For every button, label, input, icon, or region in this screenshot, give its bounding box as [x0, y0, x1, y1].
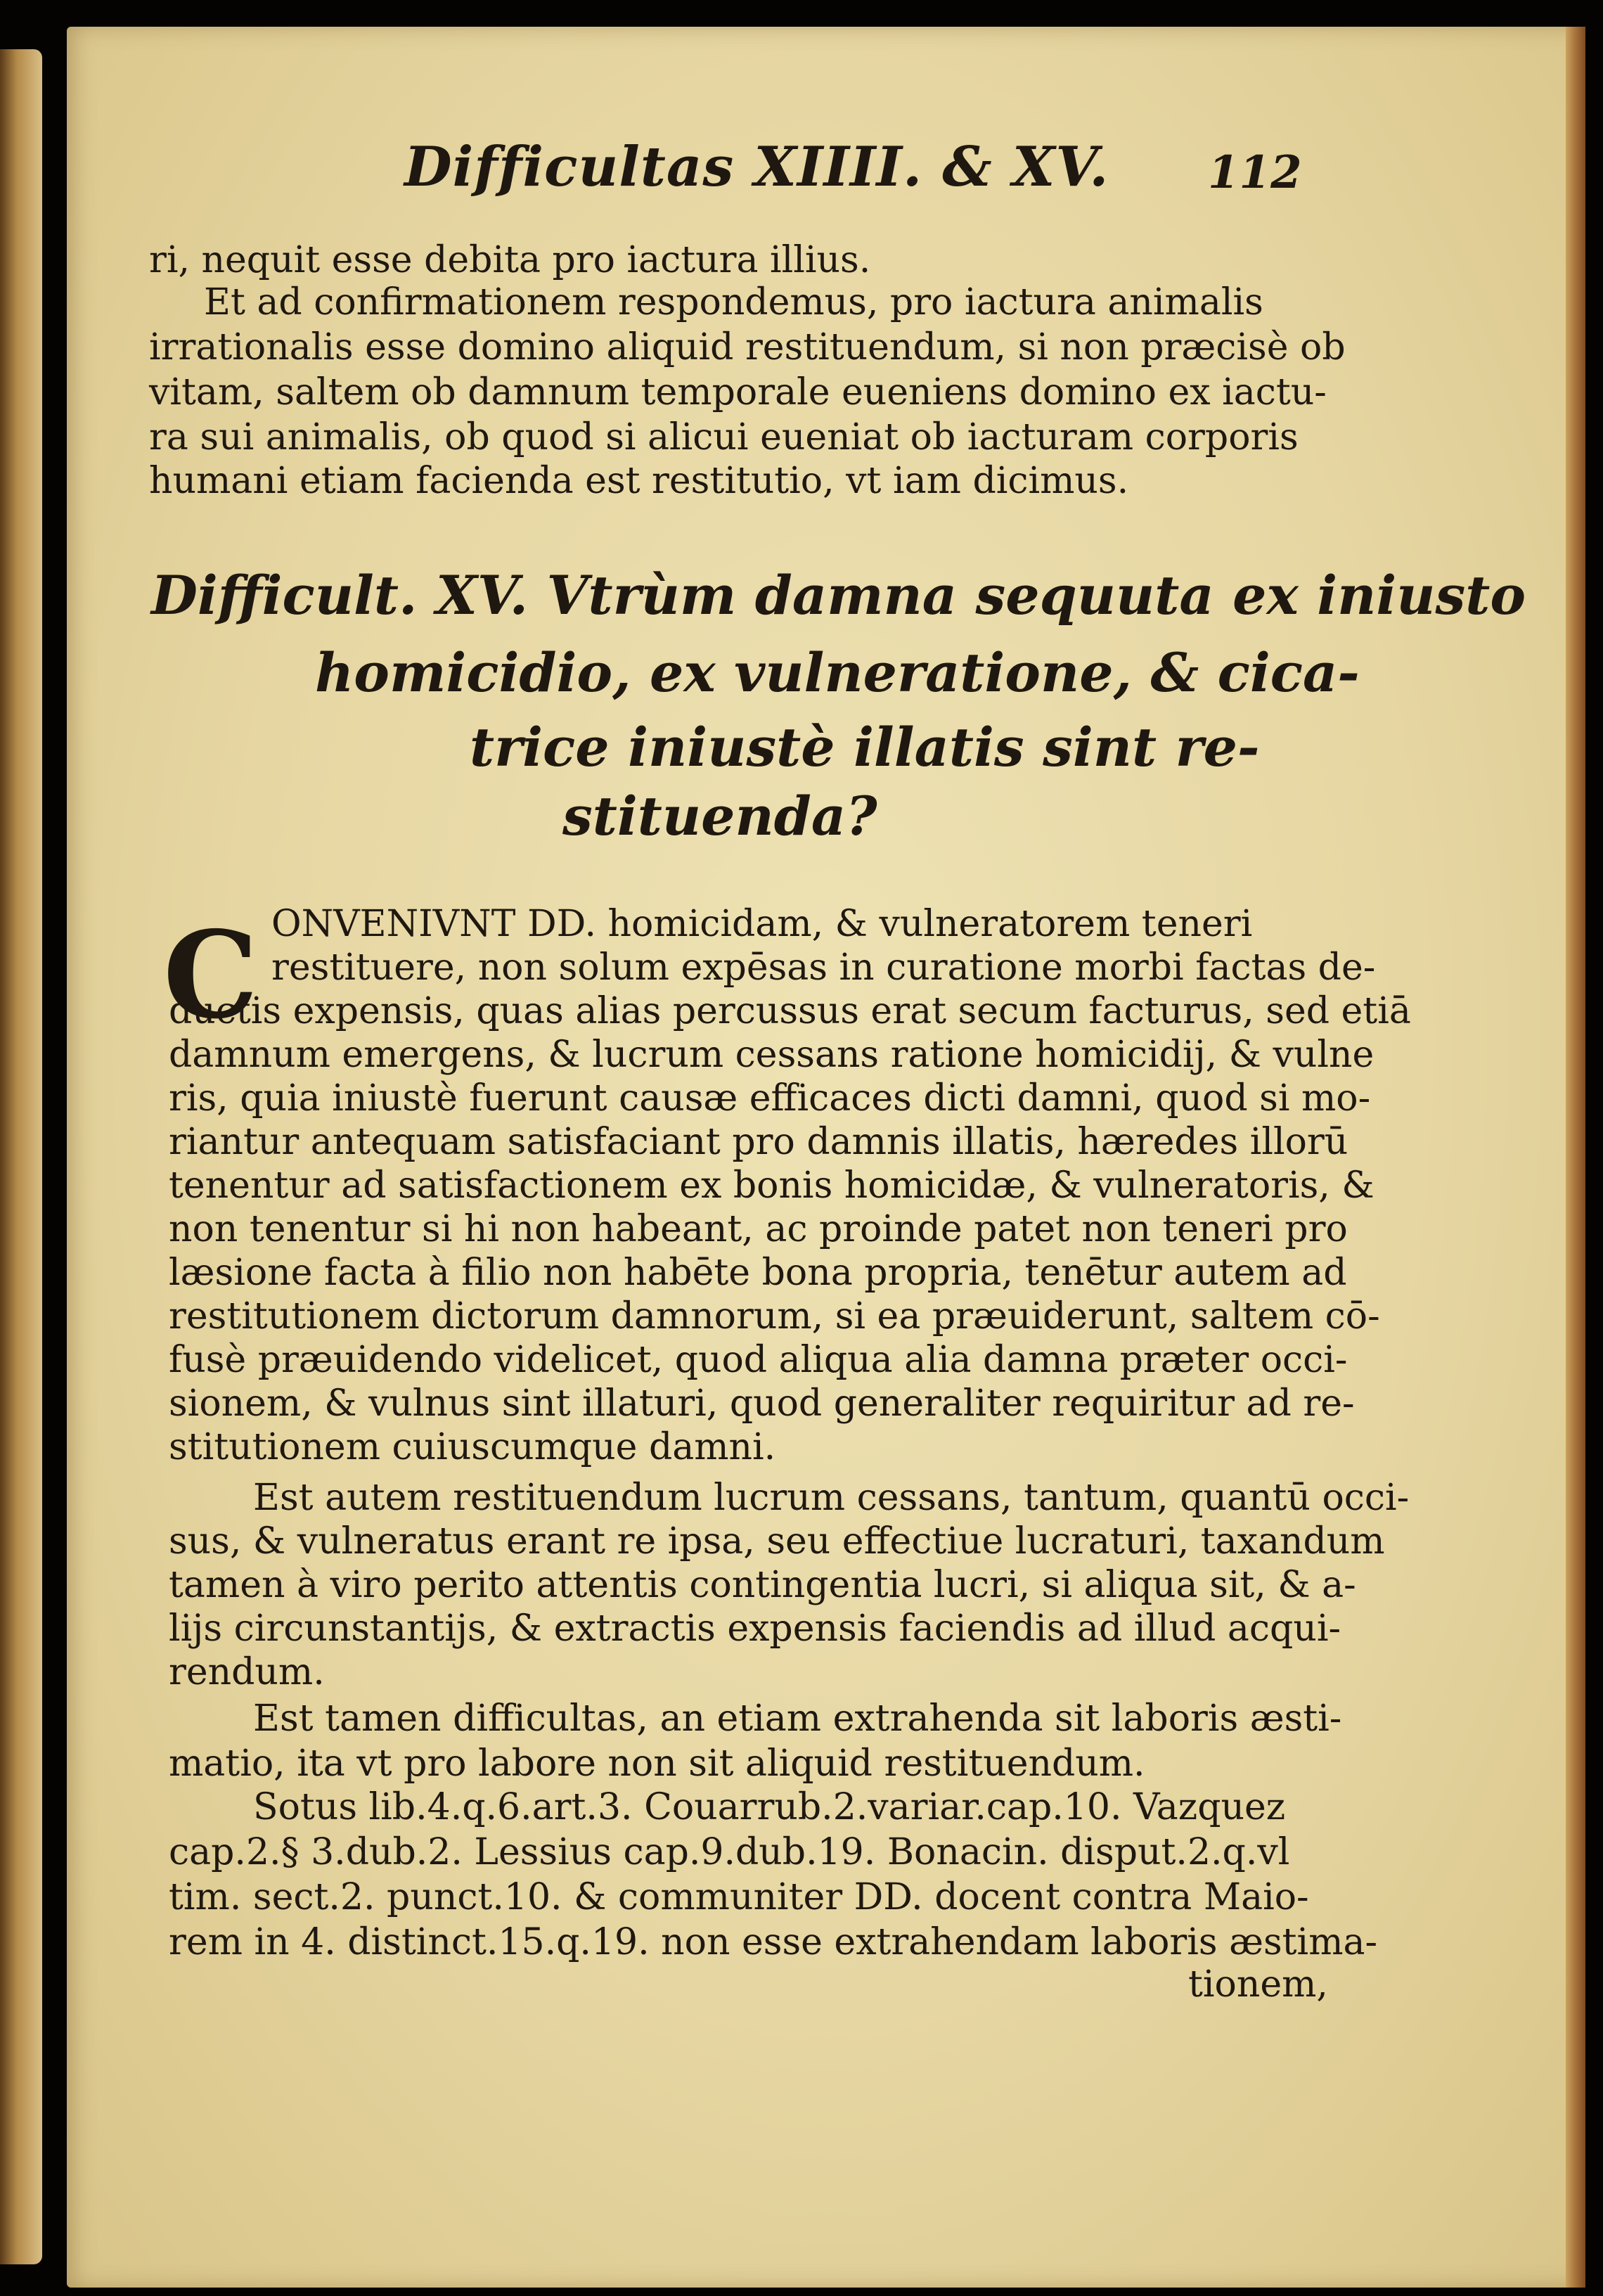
paragraph-line: Est autem restituendum lucrum cessans, tantum, quantū occi-: [253, 1477, 1410, 1519]
paragraph-line: cap.2.§ 3.dub.2. Lessius cap.9.dub.19. Bonacin. disput.2.q.vl: [169, 1831, 1290, 1873]
paragraph-line: rem in 4. distinct.15.q.19. non esse extrahendam laboris æstima-: [169, 1921, 1378, 1963]
running-title: Difficultas XIIII. & XV.: [404, 135, 1109, 199]
catchword: tionem,: [1188, 1963, 1328, 2006]
text-line: ra sui animalis, ob quod si alicui eueniat ob iacturam corporis: [149, 416, 1299, 458]
paragraph-line: lijs circunstantijs, & extractis expensis faciendis ad illud acqui-: [169, 1608, 1341, 1650]
text-line: humani etiam facienda est restitutio, vt iam dicimus.: [149, 460, 1129, 502]
section-title-line: Difficult. XV. Vtrùm damna sequuta ex iniusto: [151, 564, 1526, 627]
paragraph-line: Sotus lib.4.q.6.art.3. Couarrub.2.variar.cap.10. Vazquez: [253, 1786, 1286, 1828]
paragraph-line: restitutionem dictorum damnorum, si ea præuiderunt, saltem cō-: [169, 1295, 1380, 1338]
text-line: vitam, saltem ob damnum temporale eueniens domino ex iactu-: [149, 371, 1327, 413]
paragraph-line: Est tamen difficultas, an etiam extrahenda sit laboris æsti-: [253, 1698, 1342, 1740]
paragraph-line: damnum emergens, & lucrum cessans ratione homicidij, & vulne: [169, 1034, 1375, 1076]
section-title-line: stituenda?: [562, 785, 877, 847]
paragraph-line: non tenentur si hi non habeant, ac proinde patet non teneri pro: [169, 1208, 1348, 1250]
paragraph-line: tamen à viro perito attentis contingentia lucri, si aliqua sit, & a-: [169, 1564, 1356, 1606]
paragraph-line: tim. sect.2. punct.10. & communiter DD. docent contra Maio-: [169, 1876, 1309, 1918]
paragraph-line: ductis expensis, quas alias percussus erat secum facturus, sed etiā: [169, 990, 1411, 1032]
paragraph-line: fusè præuidendo videlicet, quod aliqua alia damna præter occi-: [169, 1339, 1348, 1381]
section-title-line: trice iniustè illatis sint re-: [470, 716, 1260, 778]
paragraph-line: restituere, non solum expēsas in curatione morbi factas de-: [271, 947, 1376, 989]
paragraph-line: ONVENIVNT DD. homicidam, & vulneratorem teneri: [271, 903, 1253, 945]
paragraph-line: riantur antequam satisfaciant pro damnis illatis, hæredes illorū: [169, 1121, 1348, 1163]
paragraph-line: sionem, & vulnus sint illaturi, quod generaliter requiritur ad re-: [169, 1383, 1355, 1425]
section-title-line: homicidio, ex vulneratione, & cica-: [315, 641, 1360, 704]
paragraph-line: tenentur ad satisfactionem ex bonis homicidæ, & vulneratoris, &: [169, 1165, 1375, 1207]
paragraph-line: læsione facta à filio non habēte bona propria, tenētur autem ad: [169, 1252, 1347, 1294]
drop-cap: C: [163, 905, 259, 1046]
paragraph-line: rendum.: [169, 1651, 325, 1693]
paragraph-line: stitutionem cuiuscumque damni.: [169, 1426, 776, 1468]
page-number: 112: [1208, 146, 1302, 199]
text-line: Et ad confirmationem respondemus, pro iactura animalis: [204, 281, 1263, 323]
paragraph-line: ris, quia iniustè fuerunt causæ efficaces dicti damni, quod si mo-: [169, 1077, 1371, 1120]
paragraph-line: matio, ita vt pro labore non sit aliquid restituendum.: [169, 1743, 1145, 1785]
text-line: irrationalis esse domino aliquid restituendum, si non præcisè ob: [149, 326, 1346, 368]
text-line: ri, nequit esse debita pro iactura illius.: [149, 239, 871, 281]
paragraph-line: sus, & vulneratus erant re ipsa, seu effectiue lucraturi, taxandum: [169, 1520, 1385, 1563]
